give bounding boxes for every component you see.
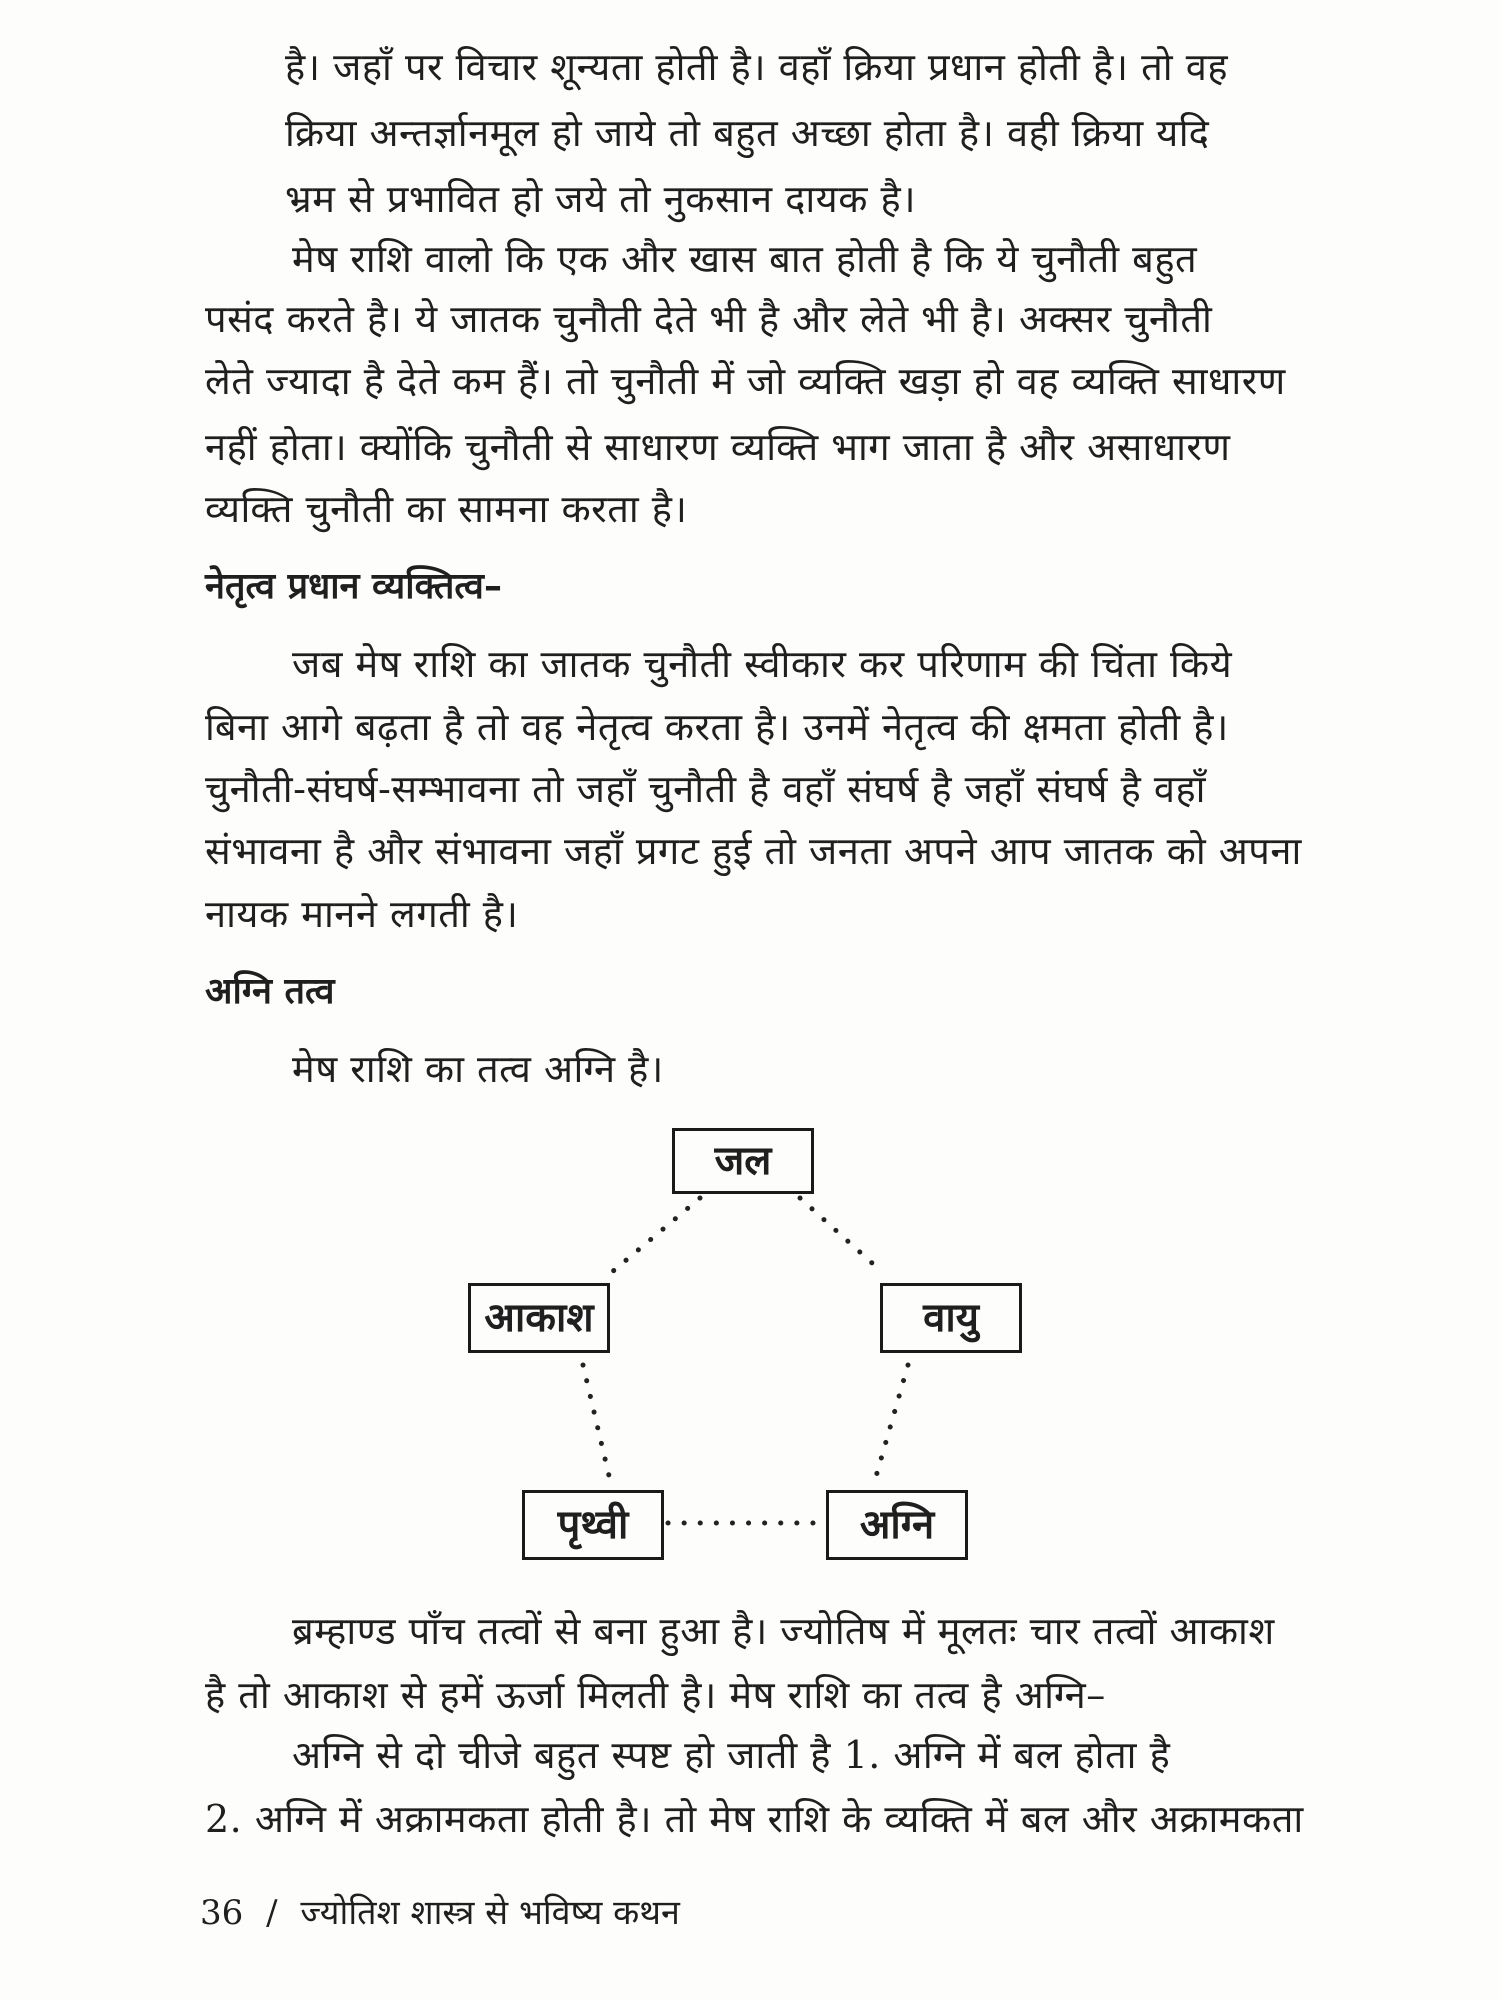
element-box-vayu — [880, 1283, 1022, 1353]
page-footer — [200, 1888, 680, 1934]
element-label-jal: जल — [714, 1138, 772, 1184]
body-text-line: जब मेष राशि का जातक चुनौती स्वीकार कर परिणाम की चिंता किये — [292, 642, 1233, 686]
body-text-line: ब्रम्हाण्ड पाँच तत्वों से बना हुआ है। ज्योतिष में मूलतः चार तत्वों आकाश — [292, 1609, 1275, 1653]
element-label-vayu: वायु — [923, 1295, 979, 1341]
footer-separator: / — [266, 1893, 278, 1933]
element-label-akash: आकाश — [484, 1295, 594, 1341]
body-text-line: संभावना है और संभावना जहाँ प्रगट हुई तो जनता अपने आप जातक को अपना — [205, 829, 1302, 873]
body-text-line: क्रिया अन्तर्ज्ञानमूल हो जाये तो बहुत अच्छा होता है। वही क्रिया यदि — [285, 111, 1210, 155]
section-heading-fire-element: अग्नि तत्व — [205, 971, 335, 1012]
body-text-line: अग्नि से दो चीजे बहुत स्पष्ट हो जाती है 1. अग्नि में बल होता है — [292, 1733, 1171, 1777]
body-text-line: मेष राशि का तत्व अग्नि है। — [292, 1047, 664, 1091]
element-box-akash — [468, 1283, 610, 1353]
body-text-line: है। जहाँ पर विचार शून्यता होती है। वहाँ क्रिया प्रधान होती है। तो वह — [285, 45, 1229, 89]
body-text-line: भ्रम से प्रभावित हो जये तो नुकसान दायक है। — [285, 177, 917, 221]
body-text-line: नहीं होता। क्योंकि चुनौती से साधारण व्यक्ति भाग जाता है और असाधारण — [205, 425, 1231, 469]
element-label-prithvi: पृथ्वी — [557, 1502, 629, 1548]
page-number: 36 — [200, 1893, 244, 1933]
book-title: ज्योतिश शास्त्र से भविष्य कथन — [300, 1893, 680, 1933]
body-text-line: मेष राशि वालो कि एक और खास बात होती है कि ये चुनौती बहुत — [292, 237, 1198, 281]
connector-akash-prithvi — [583, 1365, 610, 1480]
connector-jal-akash — [612, 1198, 700, 1272]
element-box-jal — [672, 1128, 814, 1194]
element-label-agni: अग्नि — [859, 1502, 935, 1548]
element-box-agni — [826, 1490, 968, 1560]
body-text-line: व्यक्ति चुनौती का सामना करता है। — [205, 487, 688, 531]
element-box-prithvi — [522, 1490, 664, 1560]
body-text-line: नायक मानने लगती है। — [205, 892, 519, 936]
body-text-line: पसंद करते है। ये जातक चुनौती देते भी है और लेते भी है। अक्सर चुनौती — [205, 297, 1213, 341]
connector-jal-vayu — [800, 1198, 882, 1272]
connector-vayu-agni — [875, 1365, 908, 1480]
section-heading-leadership: नेतृत्व प्रधान व्यक्तित्व– — [205, 566, 502, 607]
body-text-line: चुनौती-संघर्ष-सम्भावना तो जहाँ चुनौती है वहाँ संघर्ष है जहाँ संघर्ष है वहाँ — [205, 767, 1206, 811]
body-text-line: है तो आकाश से हमें ऊर्जा मिलती है। मेष राशि का तत्व है अग्नि– — [205, 1673, 1106, 1717]
body-text-line: बिना आगे बढ़ता है तो वह नेतृत्व करता है। उनमें नेतृत्व की क्षमता होती है। — [205, 705, 1229, 749]
body-text-line: 2. अग्नि में अक्रामकता होती है। तो मेष राशि के व्यक्ति में बल और अक्रामकता — [205, 1797, 1304, 1841]
body-text-line: लेते ज्यादा है देते कम हैं। तो चुनौती में जो व्यक्ति खड़ा हो वह व्यक्ति साधारण — [205, 359, 1286, 403]
